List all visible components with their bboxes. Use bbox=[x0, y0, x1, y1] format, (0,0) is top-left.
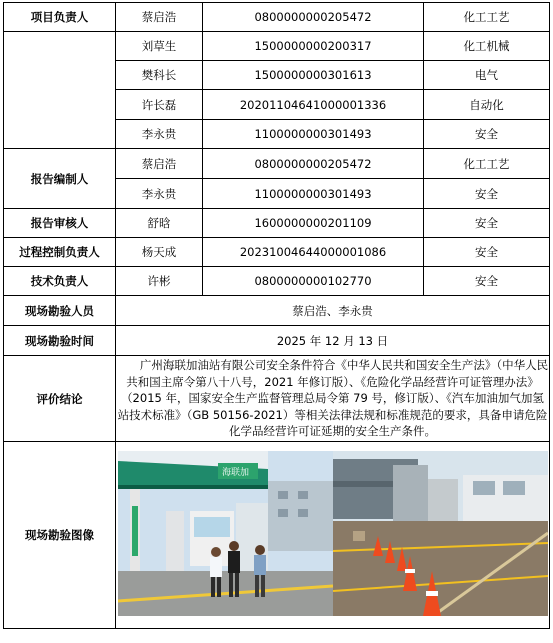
table-row bbox=[4, 238, 550, 267]
conclusion-text: 广州海联加油站有限公司安全条件符合《中华人民共和国安全生产法》（中华人民共和国主席令第八十八号，2021 年修订版）、《危险化学品经营许可证管理办法》（2015 年，国家安全生产监督管理总局令第 79 号，修订版）、《汽车加油加气加氢站技术标准》（GB 50156-2021）等相关法律法规和标准规范的要求，具备申请危险化学品经营许可证延期的安全生产条件。 bbox=[116, 356, 550, 442]
person-name: 刘草生 bbox=[116, 32, 203, 61]
specialty: 自动化 bbox=[424, 90, 550, 120]
person-name: 蔡启浩 bbox=[116, 3, 203, 32]
cert-number: 1600000000201109 bbox=[203, 209, 424, 238]
cert-number: 1500000000200317 bbox=[203, 32, 424, 61]
station-roof-photo bbox=[333, 451, 548, 616]
table-row bbox=[4, 3, 550, 32]
specialty: 安全 bbox=[424, 179, 550, 209]
person-name: 樊科长 bbox=[116, 61, 203, 90]
site-staff-value: 蔡启浩、李永贵 bbox=[116, 296, 550, 326]
station-roof-image bbox=[333, 451, 548, 616]
table-row bbox=[4, 326, 550, 356]
tech-lead-label: 技术负责人 bbox=[4, 267, 116, 296]
specialty: 安全 bbox=[424, 267, 550, 296]
specialty: 电气 bbox=[424, 61, 550, 90]
table-row bbox=[4, 296, 550, 326]
inspection-table bbox=[3, 2, 550, 629]
gas-station-photo bbox=[118, 451, 333, 616]
specialty: 化工工艺 bbox=[424, 149, 550, 179]
person-name: 李永贵 bbox=[116, 120, 203, 149]
cert-number: 0800000000102770 bbox=[203, 267, 424, 296]
cert-number: 0800000000205472 bbox=[203, 149, 424, 179]
cert-number: 20201104641000001336 bbox=[203, 90, 424, 120]
conclusion-label: 评价结论 bbox=[4, 356, 116, 442]
site-images-cell bbox=[116, 442, 550, 629]
report-author-label: 报告编制人 bbox=[4, 149, 116, 209]
person-name: 李永贵 bbox=[116, 179, 203, 209]
person-name: 舒晗 bbox=[116, 209, 203, 238]
specialty: 化工机械 bbox=[424, 32, 550, 61]
site-staff-label: 现场勘验人员 bbox=[4, 296, 116, 326]
cert-number: 1100000000301493 bbox=[203, 120, 424, 149]
blank-label-cell bbox=[4, 32, 116, 149]
cert-number: 1100000000301493 bbox=[203, 179, 424, 209]
specialty: 安全 bbox=[424, 120, 550, 149]
person-name: 蔡启浩 bbox=[116, 149, 203, 179]
table-row bbox=[4, 356, 550, 442]
photo-strip bbox=[116, 446, 549, 624]
cert-number: 1500000000301613 bbox=[203, 61, 424, 90]
specialty: 化工工艺 bbox=[424, 3, 550, 32]
person-name: 许彬 bbox=[116, 267, 203, 296]
person-name: 许长磊 bbox=[116, 90, 203, 120]
cert-number: 20231004644000001086 bbox=[203, 238, 424, 267]
specialty: 安全 bbox=[424, 238, 550, 267]
table-row bbox=[4, 267, 550, 296]
canopy-sign-text: 海联加 bbox=[221, 468, 249, 478]
table-row bbox=[4, 149, 550, 179]
table-row bbox=[4, 442, 550, 629]
table-row bbox=[4, 209, 550, 238]
site-images-label: 现场勘验图像 bbox=[4, 442, 116, 629]
cert-number: 0800000000205472 bbox=[203, 3, 424, 32]
process-control-label: 过程控制负责人 bbox=[4, 238, 116, 267]
specialty: 安全 bbox=[424, 209, 550, 238]
report-reviewer-label: 报告审核人 bbox=[4, 209, 116, 238]
project-lead-label: 项目负责人 bbox=[4, 3, 116, 32]
gas-station-image bbox=[118, 451, 333, 616]
person-name: 杨天成 bbox=[116, 238, 203, 267]
site-time-value: 2025 年 12 月 13 日 bbox=[116, 326, 550, 356]
table-row bbox=[4, 32, 550, 61]
site-time-label: 现场勘验时间 bbox=[4, 326, 116, 356]
